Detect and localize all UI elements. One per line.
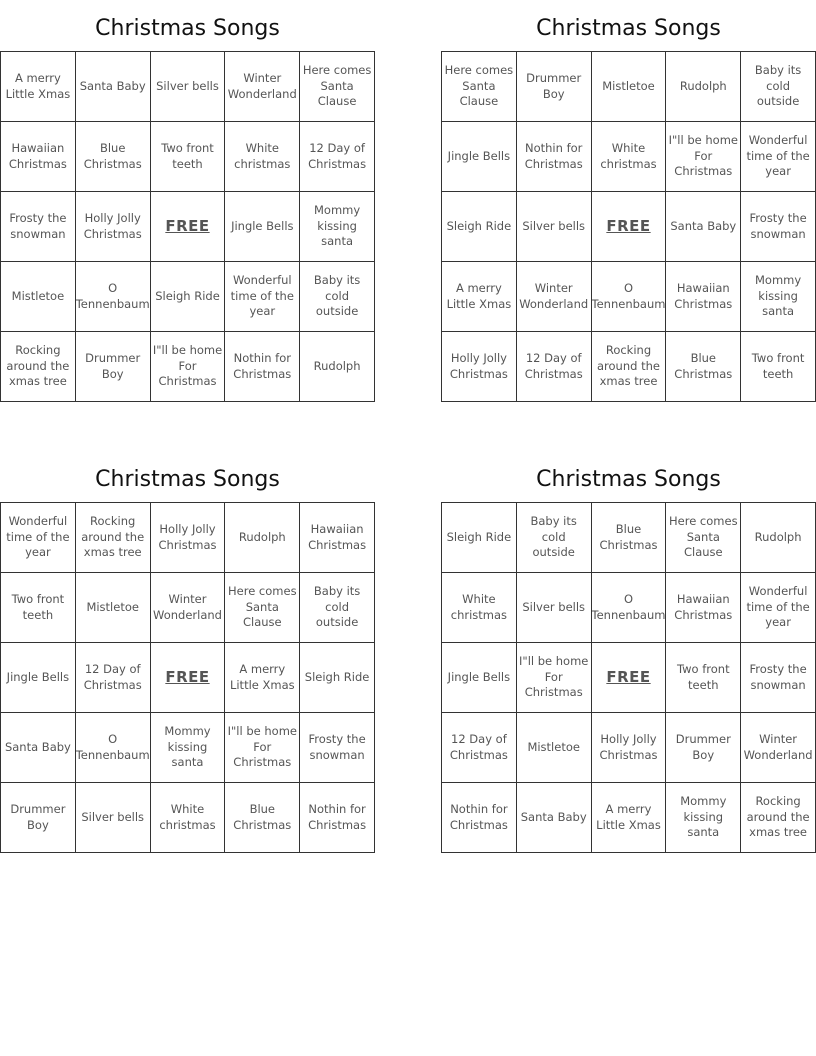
bingo-cell: Rocking around the xmas tree [592,332,667,402]
bingo-cell: 12 Day of Christmas [300,122,375,192]
bingo-cell: Rudolph [666,52,741,122]
bingo-cell: Drummer Boy [666,713,741,783]
bingo-cell: O Tennenbaum [592,573,667,643]
bingo-cell: Mistletoe [517,713,592,783]
bingo-cell: Santa Baby [666,192,741,262]
bingo-cell: White christmas [151,783,226,853]
bingo-cell: Mommy kissing santa [741,262,816,332]
bingo-grid [0,502,375,853]
bingo-cell: Holly Jolly Christmas [76,192,151,262]
bingo-cell: Jingle Bells [442,643,517,713]
bingo-cell: Nothin for Christmas [225,332,300,402]
bingo-cell: A merry Little Xmas [592,783,667,853]
bingo-cell: Here comes Santa Clause [666,503,741,573]
bingo-cell: Jingle Bells [1,643,76,713]
bingo-cell: Frosty the snowman [1,192,76,262]
bingo-cell: Baby its cold outside [741,52,816,122]
free-space-cell: FREE [592,643,667,713]
free-space-cell: FREE [151,643,226,713]
card-title: Christmas Songs [95,467,280,492]
bingo-cell: Drummer Boy [76,332,151,402]
bingo-cell: Silver bells [76,783,151,853]
bingo-cell: Frosty the snowman [741,192,816,262]
bingo-cell: Wonderful time of the year [741,573,816,643]
bingo-cell: Hawaiian Christmas [666,573,741,643]
bingo-cell: Hawaiian Christmas [300,503,375,573]
bingo-cell: Winter Wonderland [225,52,300,122]
bingo-cell: Mistletoe [76,573,151,643]
bingo-cell: Blue Christmas [225,783,300,853]
bingo-cell: White christmas [225,122,300,192]
bingo-cell: Mommy kissing santa [151,713,226,783]
bingo-cell: Blue Christmas [76,122,151,192]
bingo-cell: White christmas [592,122,667,192]
bingo-cell: Holly Jolly Christmas [151,503,226,573]
bingo-card-1 [0,9,375,409]
bingo-cell: Two front teeth [151,122,226,192]
bingo-cell: Mistletoe [1,262,76,332]
bingo-cell: Here comes Santa Clause [442,52,517,122]
bingo-cell: Sleigh Ride [442,503,517,573]
bingo-cell: Here comes Santa Clause [225,573,300,643]
bingo-cell: Winter Wonderland [151,573,226,643]
bingo-cell: Two front teeth [666,643,741,713]
bingo-cell: Rocking around the xmas tree [1,332,76,402]
bingo-cell: 12 Day of Christmas [442,713,517,783]
bingo-cell: I"ll be home For Christmas [666,122,741,192]
bingo-cell: Silver bells [517,573,592,643]
bingo-cell: Wonderful time of the year [741,122,816,192]
bingo-cell: Jingle Bells [442,122,517,192]
bingo-cell: Winter Wonderland [517,262,592,332]
bingo-cell: Santa Baby [1,713,76,783]
bingo-card-4 [441,460,816,860]
bingo-cell: O Tennenbaum [76,262,151,332]
free-space-cell: FREE [151,192,226,262]
bingo-cell: Holly Jolly Christmas [592,713,667,783]
bingo-cell: Hawaiian Christmas [1,122,76,192]
bingo-cell: I"ll be home For Christmas [151,332,226,402]
bingo-cell: O Tennenbaum [76,713,151,783]
card-title: Christmas Songs [95,16,280,41]
bingo-cell: Hawaiian Christmas [666,262,741,332]
bingo-cell: A merry Little Xmas [1,52,76,122]
bingo-cell: Rocking around the xmas tree [741,783,816,853]
bingo-cell: Sleigh Ride [442,192,517,262]
bingo-cell: Here comes Santa Clause [300,52,375,122]
bingo-cell: I"ll be home For Christmas [517,643,592,713]
bingo-cell: Two front teeth [1,573,76,643]
card-title: Christmas Songs [536,16,721,41]
bingo-cell: Santa Baby [76,52,151,122]
bingo-cell: White christmas [442,573,517,643]
bingo-cell: Wonderful time of the year [1,503,76,573]
bingo-cell: O Tennenbaum [592,262,667,332]
bingo-grid [0,51,375,402]
bingo-cell: Santa Baby [517,783,592,853]
bingo-cell: Frosty the snowman [300,713,375,783]
bingo-cell: Jingle Bells [225,192,300,262]
bingo-cell: Blue Christmas [666,332,741,402]
bingo-cell: Silver bells [151,52,226,122]
bingo-cell: Rudolph [741,503,816,573]
bingo-cell: I"ll be home For Christmas [225,713,300,783]
bingo-cell: Rocking around the xmas tree [76,503,151,573]
bingo-cell: Baby its cold outside [300,262,375,332]
bingo-cell: Drummer Boy [517,52,592,122]
bingo-cell: Nothin for Christmas [442,783,517,853]
bingo-cell: Sleigh Ride [300,643,375,713]
bingo-cell: Baby its cold outside [517,503,592,573]
bingo-cell: Winter Wonderland [741,713,816,783]
bingo-cell: Holly Jolly Christmas [442,332,517,402]
bingo-cell: 12 Day of Christmas [76,643,151,713]
bingo-cell: Nothin for Christmas [517,122,592,192]
bingo-cell: Drummer Boy [1,783,76,853]
bingo-card-3 [0,460,375,860]
bingo-cell: Two front teeth [741,332,816,402]
bingo-cell: Mommy kissing santa [666,783,741,853]
bingo-cell: Frosty the snowman [741,643,816,713]
bingo-cell: Rudolph [300,332,375,402]
bingo-cell: Sleigh Ride [151,262,226,332]
bingo-cell: 12 Day of Christmas [517,332,592,402]
bingo-grid [441,51,816,402]
bingo-cell: A merry Little Xmas [442,262,517,332]
free-space-cell: FREE [592,192,667,262]
bingo-grid [441,502,816,853]
bingo-cell: A merry Little Xmas [225,643,300,713]
bingo-card-2 [441,9,816,409]
bingo-cell: Mommy kissing santa [300,192,375,262]
bingo-cell: Nothin for Christmas [300,783,375,853]
bingo-cell: Blue Christmas [592,503,667,573]
bingo-cell: Wonderful time of the year [225,262,300,332]
bingo-cell: Silver bells [517,192,592,262]
bingo-cell: Baby its cold outside [300,573,375,643]
bingo-cell: Rudolph [225,503,300,573]
bingo-cell: Mistletoe [592,52,667,122]
card-title: Christmas Songs [536,467,721,492]
